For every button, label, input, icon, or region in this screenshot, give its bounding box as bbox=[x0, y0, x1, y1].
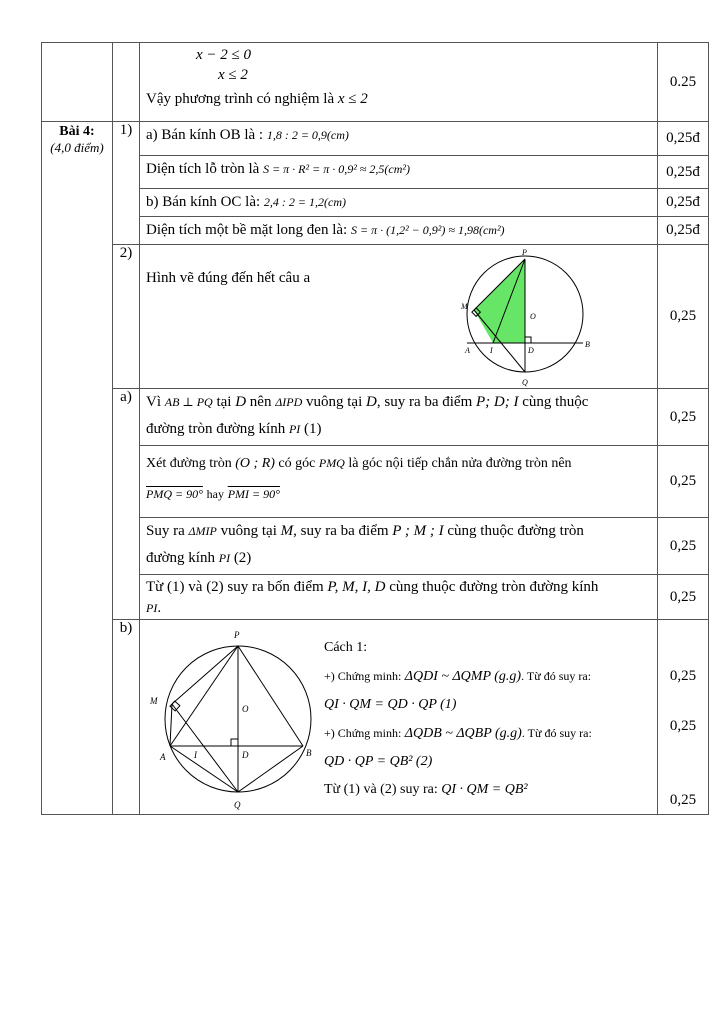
math: QI · QM = QD · QP (1) bbox=[324, 697, 457, 712]
text: Cách 1: bbox=[324, 640, 368, 655]
math: QI · QM = QB² bbox=[441, 782, 528, 797]
score: 0,25 bbox=[658, 245, 709, 389]
math: PMQ = 90° bbox=[146, 487, 203, 501]
text: (2) bbox=[233, 550, 252, 566]
text: hay bbox=[206, 487, 224, 501]
part-label: a) bbox=[113, 389, 140, 620]
text: cùng thuộc đường tròn bbox=[447, 523, 584, 539]
score: 0,25 bbox=[669, 668, 697, 684]
cell-empty bbox=[113, 43, 140, 122]
text: vuông tại bbox=[306, 394, 363, 410]
math: P ; M ; I bbox=[392, 523, 444, 539]
math: PI bbox=[288, 422, 301, 436]
text: a) Bán kính OB là : bbox=[146, 127, 264, 143]
text: +) Chứng minh: bbox=[324, 669, 402, 683]
text: Vậy phương trình có nghiệm là bbox=[146, 91, 335, 107]
math: ΔQDB ~ ΔQBP (g.g) bbox=[404, 726, 522, 741]
text: tại bbox=[216, 394, 232, 410]
math: (O ; R) bbox=[235, 456, 275, 471]
content-cell bbox=[140, 518, 658, 575]
math: ΔIPD bbox=[275, 395, 303, 409]
label-p: P bbox=[522, 248, 527, 257]
segment-ma bbox=[170, 704, 172, 746]
math: AB ⊥ PQ bbox=[164, 395, 213, 409]
solution-text bbox=[324, 634, 644, 804]
content-cell bbox=[140, 122, 658, 156]
segment-bp bbox=[238, 646, 303, 746]
math-line: x ≤ 2 bbox=[218, 67, 248, 83]
text: b) Bán kính OC là: bbox=[146, 194, 261, 210]
text: , suy ra ba điểm bbox=[293, 523, 389, 539]
segment-mq bbox=[172, 704, 238, 792]
label-i: I bbox=[194, 750, 197, 760]
math: PI bbox=[146, 601, 158, 615]
right-angle-mark bbox=[231, 739, 238, 746]
text: có góc bbox=[278, 456, 316, 471]
score: 0,25đ bbox=[658, 189, 709, 217]
text: . Từ đó suy ra: bbox=[521, 669, 592, 683]
math: PMI = 90° bbox=[227, 487, 280, 501]
label-b: B bbox=[585, 340, 590, 349]
math: x ≤ 2 bbox=[337, 91, 368, 107]
text: . Từ đó suy ra: bbox=[521, 726, 592, 740]
text: (1) bbox=[304, 421, 322, 437]
label-m: M bbox=[461, 302, 468, 311]
text: Xét đường tròn bbox=[146, 456, 232, 471]
math: 2,4 : 2 = 1,2(cm) bbox=[263, 195, 346, 209]
math: D bbox=[366, 394, 377, 410]
part-label: b) bbox=[113, 620, 140, 815]
score: 0,25đ bbox=[658, 156, 709, 189]
label-d: D bbox=[528, 346, 534, 355]
text: nên bbox=[249, 394, 272, 410]
math: ΔQDI ~ ΔQMP (g.g) bbox=[404, 669, 522, 684]
content-cell bbox=[140, 156, 658, 189]
part-label: 2) bbox=[113, 245, 140, 389]
geometry-figure-1 bbox=[390, 245, 590, 389]
label-i: I bbox=[490, 346, 493, 355]
text: Hình vẽ đúng đến hết câu a bbox=[146, 270, 311, 286]
content-cell bbox=[140, 620, 658, 815]
math: PMQ bbox=[318, 456, 345, 470]
cell-empty bbox=[42, 43, 113, 122]
text: Diện tích lỗ tròn là bbox=[146, 161, 260, 177]
math: S = π · R² = π · 0,9² ≈ 2,5(cm²) bbox=[263, 162, 410, 176]
math: P; D; I bbox=[476, 394, 519, 410]
segment-ap bbox=[170, 646, 238, 746]
text: đường kính bbox=[146, 550, 215, 566]
text: vuông tại bbox=[220, 523, 277, 539]
score: 0,25 bbox=[669, 718, 697, 734]
text: cùng thuộc bbox=[522, 394, 589, 410]
problem-label-cell bbox=[42, 122, 113, 815]
math: P, M, I, D bbox=[327, 579, 386, 595]
content-cell bbox=[140, 43, 658, 122]
highlight-region bbox=[474, 259, 525, 343]
math: S = π · (1,2² − 0,9²) ≈ 1,98(cm²) bbox=[350, 223, 505, 237]
math-line: x − 2 ≤ 0 bbox=[196, 47, 252, 63]
math: PI bbox=[218, 551, 231, 565]
problem-title: Bài 4: bbox=[59, 124, 95, 139]
math: 1,8 : 2 = 0,9(cm) bbox=[266, 128, 349, 142]
label-b: B bbox=[306, 748, 312, 758]
text: Suy ra bbox=[146, 523, 185, 539]
right-angle-mark bbox=[525, 337, 531, 343]
label-o: O bbox=[530, 312, 536, 321]
text: Từ (1) và (2) suy ra: bbox=[324, 782, 438, 797]
score: 0,25đ bbox=[658, 122, 709, 156]
score: 0,25 bbox=[658, 389, 709, 446]
part-label: 1) bbox=[113, 122, 140, 245]
label-a: A bbox=[465, 346, 470, 355]
answer-table bbox=[41, 42, 709, 815]
text: là góc nội tiếp chắn nửa đường tròn nên bbox=[348, 456, 572, 471]
content-cell bbox=[140, 446, 658, 518]
label-o: O bbox=[242, 704, 249, 714]
text: Diện tích một bề mặt long đen là: bbox=[146, 222, 348, 238]
text: +) Chứng minh: bbox=[324, 726, 402, 740]
content-cell bbox=[140, 217, 658, 245]
label-m: M bbox=[150, 696, 158, 706]
text: , suy ra ba điểm bbox=[376, 394, 473, 410]
score: 0,25 bbox=[658, 518, 709, 575]
score: 0,25 bbox=[658, 575, 709, 620]
score: 0,25 bbox=[669, 792, 697, 808]
text: cùng thuộc đường tròn đường kính bbox=[389, 579, 599, 595]
content-cell bbox=[140, 389, 658, 446]
score-cell bbox=[658, 620, 709, 815]
label-d: D bbox=[242, 750, 249, 760]
content-cell bbox=[140, 575, 658, 620]
geometry-figure-2 bbox=[150, 624, 330, 814]
label-q: Q bbox=[522, 378, 528, 387]
label-p: P bbox=[234, 630, 240, 640]
text: đường tròn đường kính bbox=[146, 421, 286, 437]
score: 0,25 bbox=[658, 446, 709, 518]
content-cell bbox=[140, 245, 658, 389]
text: Từ (1) và (2) suy ra bốn điểm bbox=[146, 579, 324, 595]
content-cell bbox=[140, 189, 658, 217]
problem-points: (4,0 điểm) bbox=[50, 140, 104, 155]
math: ΔMIP bbox=[188, 524, 217, 538]
label-a: A bbox=[160, 752, 166, 762]
math: M bbox=[280, 523, 294, 539]
score: 0.25 bbox=[658, 43, 709, 122]
segment-aq bbox=[170, 746, 238, 792]
math: D bbox=[235, 394, 247, 410]
text: . bbox=[157, 600, 162, 616]
text: Vì bbox=[146, 394, 161, 410]
score: 0,25đ bbox=[658, 217, 709, 245]
label-q: Q bbox=[234, 800, 241, 810]
math: QD · QP = QB² (2) bbox=[324, 754, 433, 769]
